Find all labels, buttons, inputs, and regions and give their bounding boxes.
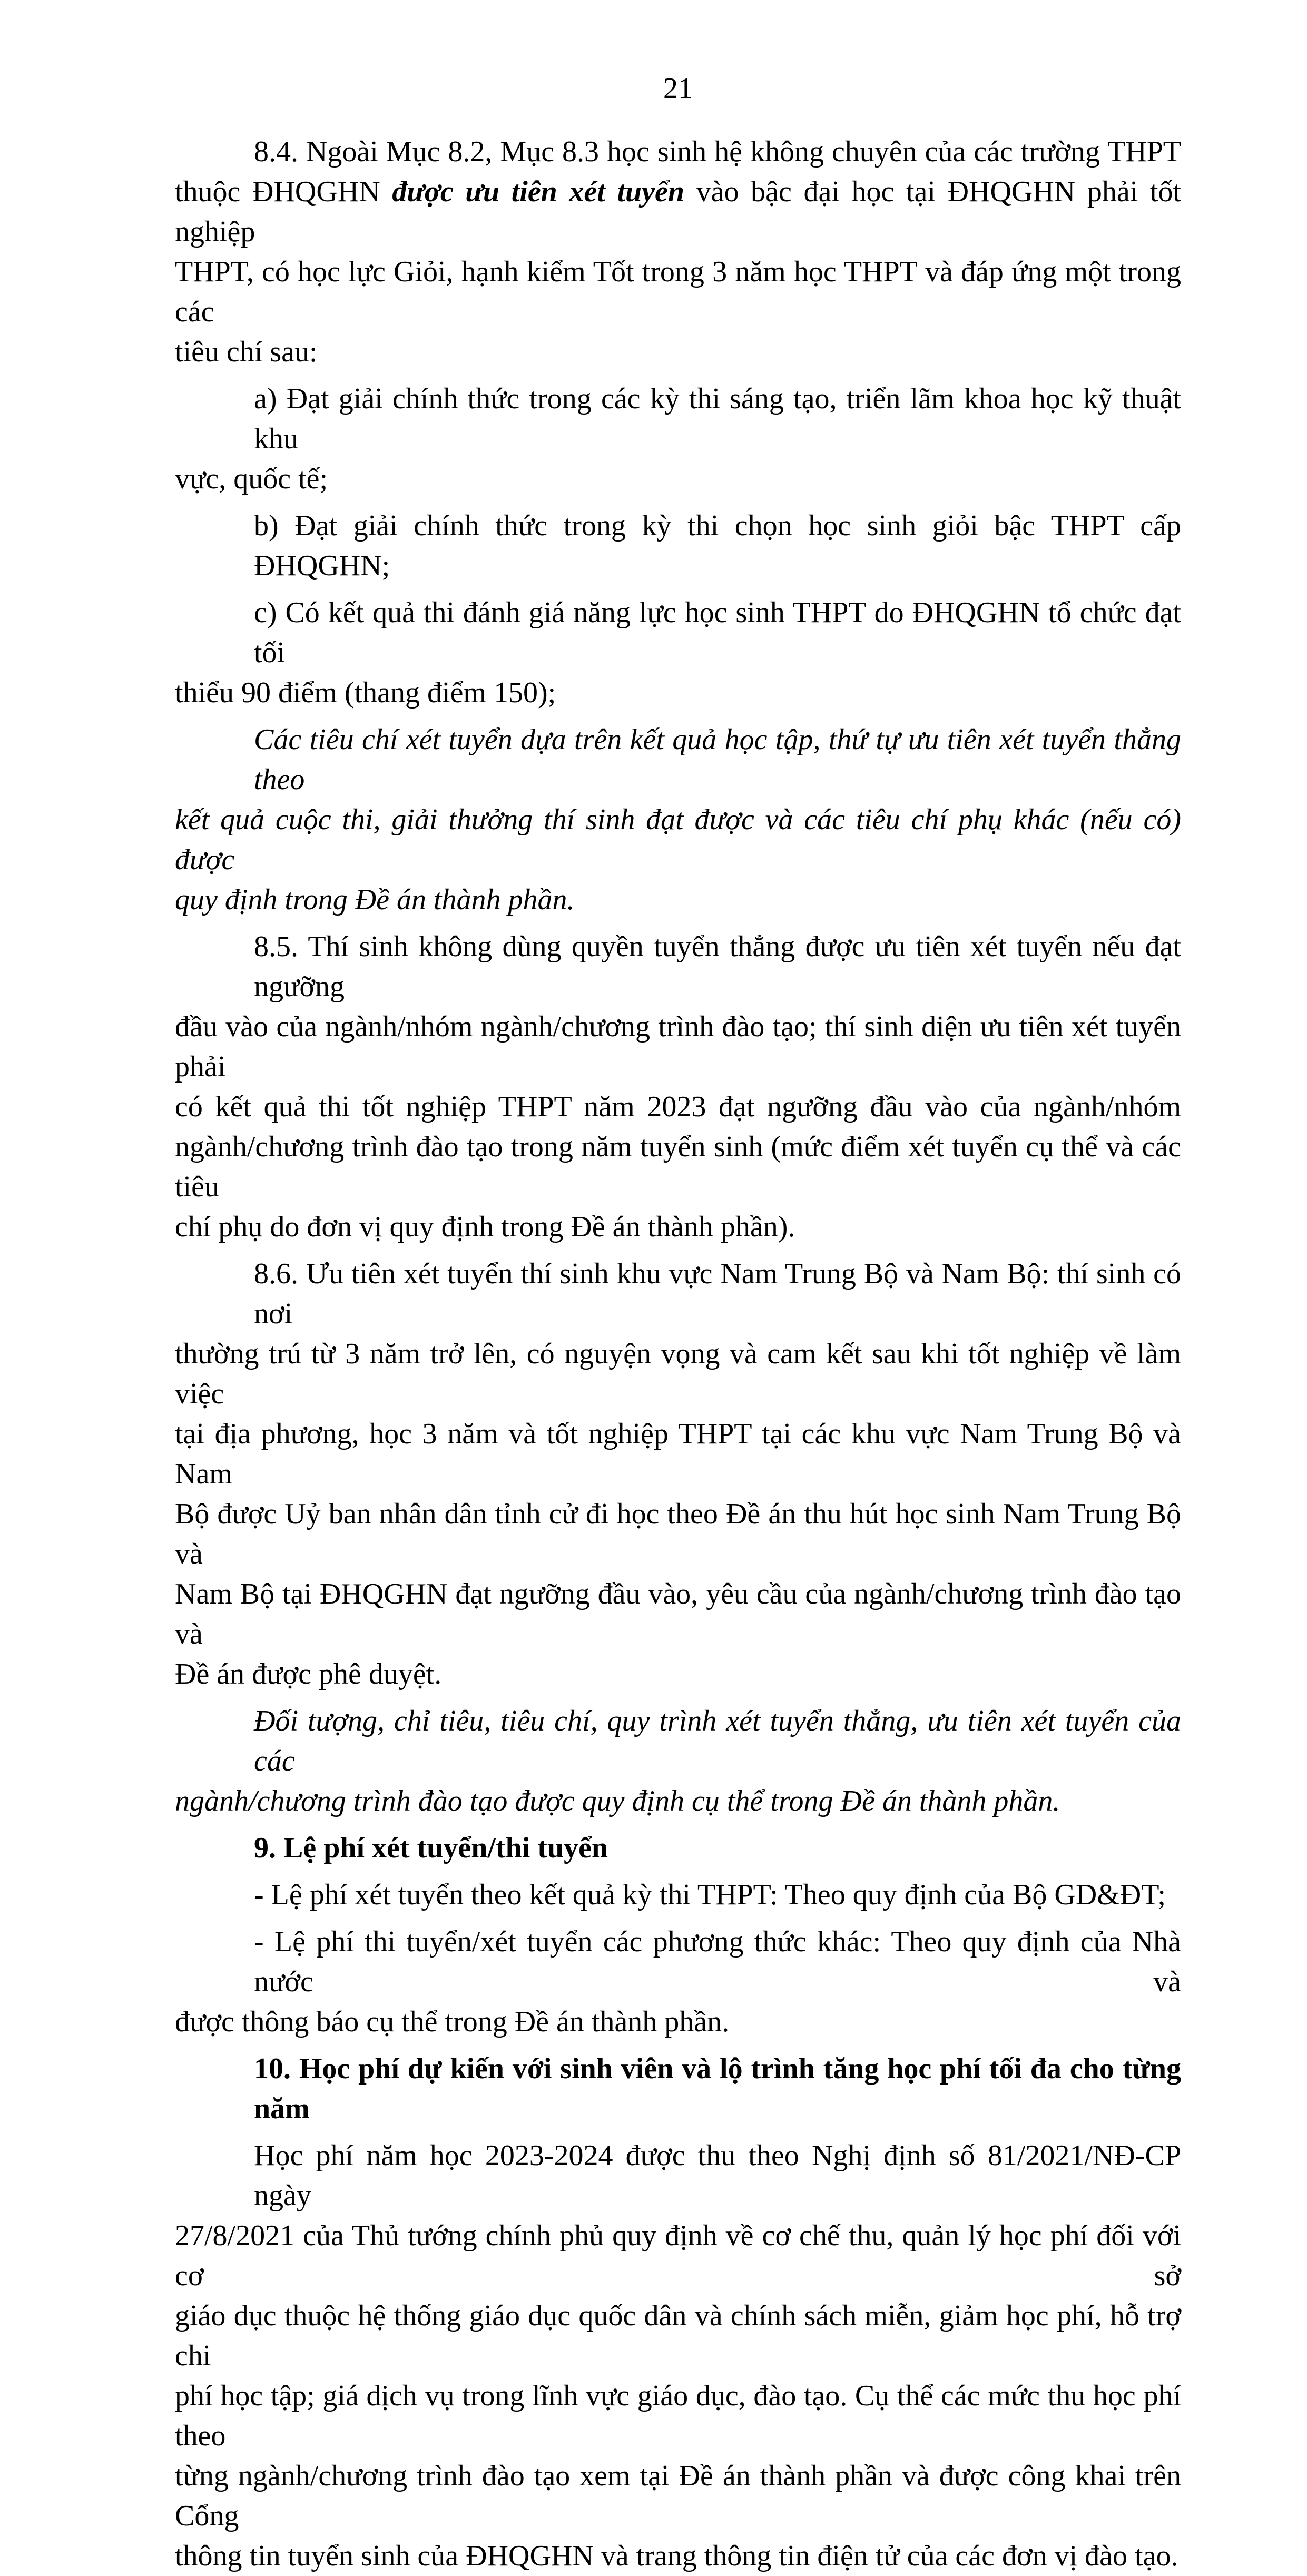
text-line: Đề án được phê duyệt. xyxy=(175,1658,442,1690)
list-item-a xyxy=(175,379,1181,499)
list-item-c xyxy=(175,593,1181,713)
text-line: từng ngành/chương trình đào tạo xem tại Đề án thành phần và được công khai trên Cổng xyxy=(175,2460,1181,2532)
text-line: a) Đạt giải chính thức trong các kỳ thi sáng tạo, triển lãm khoa học kỹ thuật khu xyxy=(254,382,1181,455)
text-line: 27/8/2021 của Thủ tướng chính phủ quy định về cơ chế thu, quản lý học phí đối với cơ sở xyxy=(175,2219,1181,2292)
text-line: vực, quốc tế; xyxy=(175,463,328,495)
text-line: quy định trong Đề án thành phần. xyxy=(175,883,575,916)
paragraph-8-6 xyxy=(175,1254,1181,1694)
page-number: 21 xyxy=(663,72,693,105)
text-line: có kết quả thi tốt nghiệp THPT năm 2023 đạt ngưỡng đầu vào của ngành/nhóm xyxy=(175,1090,1181,1123)
heading-text: 9. Lệ phí xét tuyển/thi tuyển xyxy=(254,1832,608,1864)
text-line: ngành/chương trình đào tạo được quy định cụ thể trong Đề án thành phần. xyxy=(175,1785,1060,1817)
text-line: thiểu 90 điểm (thang điểm 150); xyxy=(175,676,556,709)
text-run: vào bậc đại học tại ĐHQGHN phải tốt nghiệp xyxy=(175,175,1181,248)
fee-line-thpt xyxy=(175,1875,1181,1915)
text-line: Các tiêu chí xét tuyển dựa trên kết quả học tập, thứ tự ưu tiên xét tuyển thẳng theo xyxy=(254,723,1181,796)
heading-text: 10. Học phí dự kiến với sinh viên và lộ trình tăng học phí tối đa cho từng năm xyxy=(254,2052,1181,2125)
text-line: đầu vào của ngành/nhóm ngành/chương trình đào tạo; thí sinh diện ưu tiên xét tuyển phải xyxy=(175,1010,1181,1083)
text-line: - Lệ phí thi tuyển/xét tuyển các phương thức khác: Theo quy định của Nhà nước và xyxy=(254,1925,1181,1998)
paragraph-10-body xyxy=(175,2136,1181,2576)
text-line: 8.4. Ngoài Mục 8.2, Mục 8.3 học sinh hệ không chuyên của các trường THPT xyxy=(254,135,1181,168)
text-line: THPT, có học lực Giỏi, hạnh kiểm Tốt trong 3 năm học THPT và đáp ứng một trong các xyxy=(175,255,1181,328)
text-run: thuộc ĐHQGHN xyxy=(175,175,392,208)
note-selection-criteria xyxy=(175,720,1181,920)
text-line: b) Đạt giải chính thức trong kỳ thi chọn học sinh giỏi bậc THPT cấp ĐHQGHN; xyxy=(254,509,1181,582)
text-line: thường trú từ 3 năm trở lên, có nguyện vọng và cam kết sau khi tốt nghiệp về làm việc xyxy=(175,1338,1181,1410)
text-line: Bộ được Uỷ ban nhân dân tỉnh cử đi học theo Đề án thu hút học sinh Nam Trung Bộ và xyxy=(175,1498,1181,1570)
text-line: giáo dục thuộc hệ thống giáo dục quốc dân và chính sách miễn, giảm học phí, hỗ trợ chi xyxy=(175,2299,1181,2372)
text-line: ngành/chương trình đào tạo trong năm tuyển sinh (mức điểm xét tuyển cụ thể và các tiêu xyxy=(175,1130,1181,1203)
text-line: c) Có kết quả thi đánh giá năng lực học sinh THPT do ĐHQGHN tổ chức đạt tối xyxy=(254,596,1181,669)
note-target-quota xyxy=(175,1701,1181,1821)
paragraph-8-5 xyxy=(175,927,1181,1247)
text-line: 8.6. Ưu tiên xét tuyển thí sinh khu vực Nam Trung Bộ và Nam Bộ: thí sinh có nơi xyxy=(254,1257,1181,1330)
text-line: Học phí năm học 2023-2024 được thu theo Nghị định số 81/2021/NĐ-CP ngày xyxy=(254,2139,1181,2212)
emphasis-uu-tien-xet-tuyen: được ưu tiên xét tuyển xyxy=(392,175,685,208)
paragraph-8-4 xyxy=(175,132,1181,372)
text-line: thông tin tuyển sinh của ĐHQGHN và trang thông tin điện tử của các đơn vị đào tạo. xyxy=(175,2540,1178,2572)
list-item-b xyxy=(175,506,1181,586)
text-line: - Lệ phí xét tuyển theo kết quả kỳ thi THPT: Theo quy định của Bộ GD&ĐT; xyxy=(254,1879,1166,1911)
heading-9 xyxy=(175,1828,1181,1868)
fee-paragraph-other xyxy=(175,1922,1181,2042)
text-line: được thông báo cụ thể trong Đề án thành phần. xyxy=(175,2005,730,2038)
text-line: 8.5. Thí sinh không dùng quyền tuyển thẳng được ưu tiên xét tuyển nếu đạt ngưỡng xyxy=(254,930,1181,1003)
text-line: tiêu chí sau: xyxy=(175,336,318,368)
text-line: Đối tượng, chỉ tiêu, tiêu chí, quy trình xét tuyển thẳng, ưu tiên xét tuyển của các xyxy=(254,1705,1181,1777)
heading-10 xyxy=(175,2049,1181,2129)
text-line: Nam Bộ tại ĐHQGHN đạt ngưỡng đầu vào, yêu cầu của ngành/chương trình đào tạo và xyxy=(175,1578,1181,1650)
text-line: tại địa phương, học 3 năm và tốt nghiệp THPT tại các khu vực Nam Trung Bộ và Nam xyxy=(175,1418,1181,1490)
text-line: kết quả cuộc thi, giải thưởng thí sinh đạt được và các tiêu chí phụ khác (nếu có) được xyxy=(175,803,1181,876)
text-line xyxy=(175,172,1181,252)
text-line: chí phụ do đơn vị quy định trong Đề án thành phần). xyxy=(175,1211,795,1243)
text-line: phí học tập; giá dịch vụ trong lĩnh vực giáo dục, đào tạo. Cụ thể các mức thu học phí theo xyxy=(175,2380,1181,2452)
